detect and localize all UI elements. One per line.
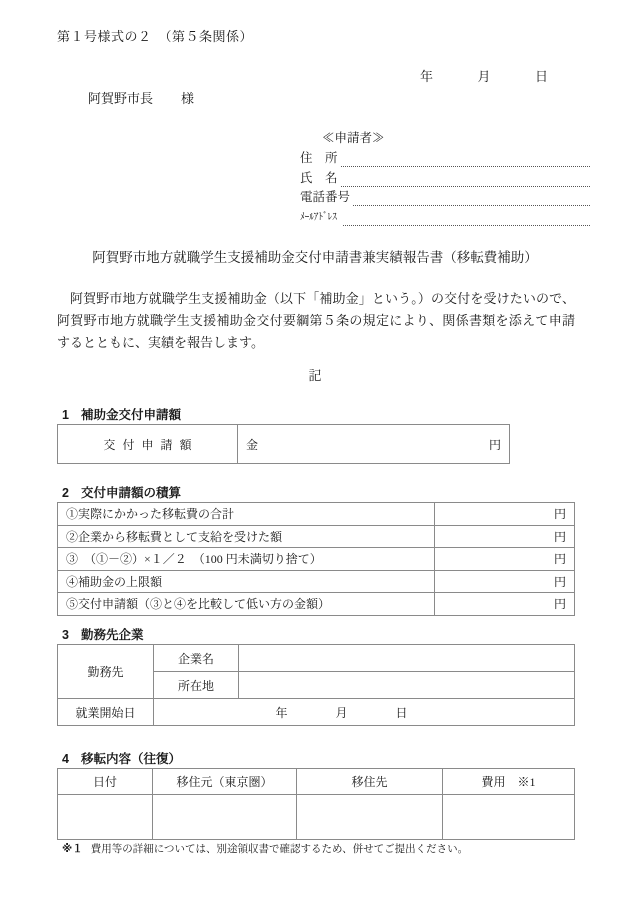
date-line (420, 66, 548, 85)
employer-company-name-label: 企業名 (154, 645, 239, 672)
applicant-name-input[interactable] (341, 173, 590, 187)
calculation-row-5-value[interactable] (435, 593, 575, 616)
section-2-heading (62, 483, 181, 501)
grant-amount-money-prefix: 金 (246, 437, 259, 452)
applicant-field-phone (300, 189, 590, 206)
relocation-row-1-origin[interactable] (153, 795, 297, 840)
applicant-field-address (300, 150, 590, 167)
section-4-heading (62, 749, 181, 767)
currency-unit: 円 (553, 529, 566, 544)
relocation-col-origin: 移住元（東京圏） (153, 769, 297, 795)
table-row (58, 795, 575, 840)
section-3-title: 勤務先企業 (80, 628, 144, 642)
section-2-title: 交付申請額の積算 (80, 486, 181, 500)
grant-amount-label: 交付申請額 (103, 437, 199, 452)
calculation-row-3-value[interactable] (435, 548, 575, 571)
grant-amount-currency-unit: 円 (488, 437, 501, 452)
table-row (58, 570, 575, 593)
applicant-address-input[interactable] (341, 153, 590, 167)
table-header-row (58, 769, 575, 795)
footnote-mark: ※１ (62, 843, 83, 855)
footnote-text: 費用等の詳細については、別途領収書で確認するため、併せてご提出ください。 (90, 844, 469, 855)
calculation-row-2-label: ②企業から移転費として支給を受けた額 (58, 525, 435, 548)
start-date-month-label: 月 (335, 705, 348, 720)
table-row (58, 503, 575, 526)
currency-unit: 円 (553, 597, 566, 612)
employer-table (57, 644, 575, 726)
ki-mark: 記 (308, 368, 322, 383)
addressee-line (88, 88, 194, 107)
section-1-heading (62, 405, 181, 423)
applicant-field-email (300, 209, 590, 226)
addressee-name: 阿賀野市長 (88, 91, 154, 106)
section-1-title: 補助金交付申請額 (80, 408, 181, 422)
grant-amount-value-cell[interactable] (238, 425, 510, 464)
calculation-row-1-label: ①実際にかかった移転費の合計 (58, 503, 435, 526)
employer-start-date-label: 就業開始日 (58, 699, 154, 726)
applicant-email-input[interactable] (343, 212, 590, 226)
relocation-row-1-destination[interactable] (297, 795, 443, 840)
employer-group-label: 勤務先 (58, 645, 154, 699)
calculation-row-4-value[interactable] (435, 570, 575, 593)
relocation-table (57, 768, 575, 840)
table-row (58, 645, 575, 672)
applicant-heading: ≪申請者≫ (322, 131, 385, 145)
document-title: 阿賀野市地方就職学生支援補助金交付申請書兼実績報告書（移転費補助） (92, 250, 538, 265)
grant-amount-label-cell (58, 425, 238, 464)
section-4-title: 移転内容（往復） (80, 752, 181, 766)
date-month-label: 月 (477, 69, 491, 84)
date-day-label: 日 (535, 69, 549, 84)
calculation-table (57, 502, 575, 616)
section-4-number: 4 (62, 752, 69, 766)
employer-company-name-value[interactable] (239, 645, 575, 672)
currency-unit: 円 (553, 552, 566, 567)
relocation-row-1-date[interactable] (58, 795, 153, 840)
relocation-col-date: 日付 (58, 769, 153, 795)
table-row (58, 699, 575, 726)
body-paragraph: 阿賀野市地方就職学生支援補助金（以下「補助金」という。）の交付を受けたいので、阿賀野市地方就職学生支援補助金交付要綱第５条の規定により、関係書類を添えて申請するとともに、実績を報告します。 (57, 291, 575, 350)
table-row (58, 425, 510, 464)
currency-unit: 円 (553, 574, 566, 589)
applicant-address-label: 住 所 (300, 151, 338, 165)
section-2-number: 2 (62, 486, 69, 500)
table-row (58, 548, 575, 571)
calculation-row-1-value[interactable] (435, 503, 575, 526)
calculation-row-3-label: ③ （①－②）×１／２ （100 円未満切り捨て） (58, 548, 435, 571)
calculation-row-5-label: ⑤交付申請額（③と④を比較して低い方の金額） (58, 593, 435, 616)
section-1-number: 1 (62, 408, 69, 422)
applicant-phone-input[interactable] (353, 192, 590, 206)
table-row (58, 525, 575, 548)
applicant-phone-label: 電話番号 (300, 190, 351, 204)
footnote (62, 841, 468, 856)
form-code: 第１号様式の２ （第５条関係） (57, 29, 254, 44)
applicant-block (300, 128, 590, 228)
relocation-col-cost: 費用 ※1 (443, 769, 575, 795)
date-year-label: 年 (420, 69, 434, 84)
relocation-col-destination: 移住先 (297, 769, 443, 795)
applicant-name-label: 氏 名 (300, 170, 338, 185)
applicant-field-name (300, 170, 590, 187)
table-row (58, 593, 575, 616)
applicant-email-label: ﾒｰﾙｱﾄﾞﾚｽ (300, 211, 337, 223)
section-3-number: 3 (62, 628, 69, 642)
addressee-honorific: 様 (181, 91, 195, 106)
start-date-year-label: 年 (275, 705, 288, 720)
calculation-row-4-label: ④補助金の上限額 (58, 570, 435, 593)
relocation-row-1-cost[interactable] (443, 795, 575, 840)
employer-start-date-value[interactable] (154, 699, 575, 726)
calculation-row-2-value[interactable] (435, 525, 575, 548)
start-date-day-label: 日 (395, 705, 408, 720)
grant-amount-table (57, 424, 510, 464)
employer-address-value[interactable] (239, 672, 575, 699)
employer-address-label: 所在地 (154, 672, 239, 699)
currency-unit: 円 (553, 507, 566, 522)
section-3-heading (62, 625, 143, 643)
